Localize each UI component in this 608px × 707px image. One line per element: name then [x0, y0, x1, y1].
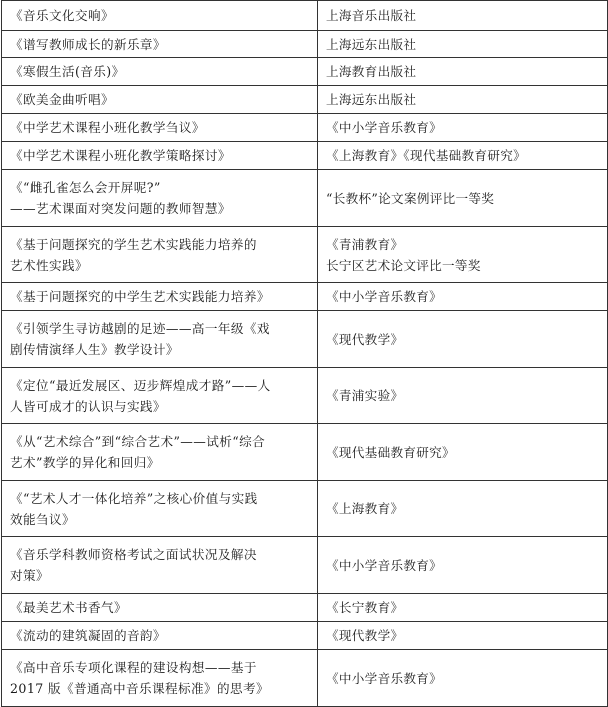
publication-text: 《中小学音乐教育》 [326, 557, 443, 573]
table-row [2, 537, 608, 594]
work-title-text: 2017 版《普通高中音乐课程标准》的思考》 [10, 681, 269, 696]
publication-text: 《青浦教育》 [326, 236, 404, 252]
work-title-text: 《基于问题探究的中学生艺术实践能力培养》 [10, 289, 270, 304]
work-title-cell [2, 86, 318, 114]
publication-text: 上海远东出版社 [326, 92, 417, 107]
work-title-text: 剧传情演绎人生》教学设计》 [10, 342, 179, 357]
work-title-text: 《中学艺术课程小班化教学策略探讨》 [10, 148, 231, 163]
publication-text: 上海音乐出版社 [326, 8, 417, 23]
publication-text: 上海教育出版社 [326, 64, 417, 79]
work-title-text: 《高中音乐专项化课程的建设构想——基于 [10, 660, 257, 675]
work-title-text: 《谱写教师成长的新乐章》 [10, 36, 166, 52]
publication-text: 《中小学音乐教育》 [326, 289, 443, 304]
publication-text: 上海远东出版社 [326, 36, 417, 52]
publication-cell [318, 368, 608, 424]
publication-cell [318, 170, 608, 227]
table-row [2, 227, 608, 283]
publication-text: 《现代教学》 [326, 628, 404, 643]
publication-cell [318, 227, 608, 283]
work-title-text: 《引领学生寻访越剧的足迹——高一年级《戏 [10, 321, 270, 336]
publication-cell [318, 31, 608, 58]
publication-cell [318, 283, 608, 311]
publication-text: 《中小学音乐教育》 [326, 120, 443, 135]
work-title-text: 艺术”教学的异化和回归》 [10, 455, 160, 470]
table-row [2, 368, 608, 424]
publication-text: 《现代基础教育研究》 [326, 444, 455, 460]
publication-cell [318, 114, 608, 142]
publication-text: “长教杯”论文案例评比一等奖 [326, 190, 495, 206]
work-title-cell [2, 170, 318, 227]
publication-cell [318, 1, 608, 31]
work-title-cell [2, 58, 318, 86]
work-title-text: 效能刍议》 [10, 511, 75, 527]
publication-cell [318, 86, 608, 114]
table-row [2, 142, 608, 170]
table-row [2, 650, 608, 707]
publication-cell [318, 311, 608, 368]
work-title-text: 《最美艺术书香气》 [10, 600, 127, 615]
publication-cell [318, 537, 608, 594]
table-row [2, 170, 608, 227]
table-row [2, 86, 608, 114]
publication-text: 《上海教育》 [326, 501, 404, 516]
work-title-text: 《欧美金曲听唱》 [10, 92, 114, 107]
publication-text: 《中小学音乐教育》 [326, 670, 443, 686]
work-title-cell [2, 481, 318, 537]
publication-text: 《上海教育》《现代基础教育研究》 [326, 148, 526, 163]
work-title-text: 《“艺术人才一体化培养”之核心价值与实践 [10, 490, 258, 506]
table-row [2, 1, 608, 31]
publications-table-body [2, 1, 608, 707]
work-title-text: 对策》 [10, 568, 49, 583]
work-title-cell [2, 424, 318, 481]
publication-cell [318, 594, 608, 622]
publication-text: 长宁区艺术论文评比一等奖 [326, 257, 481, 273]
work-title-cell [2, 537, 318, 594]
publications-table [1, 0, 608, 707]
publication-text: 《现代教学》 [326, 331, 404, 347]
work-title-text: ——艺术课面对突发问题的教师智慧》 [10, 201, 231, 216]
table-row [2, 594, 608, 622]
work-title-text: 人皆可成才的认识与实践》 [10, 398, 166, 414]
work-title-cell [2, 594, 318, 622]
work-title-text: 《从“艺术综合”到“综合艺术”——试析“综合 [10, 434, 266, 449]
table-row [2, 283, 608, 311]
work-title-cell [2, 1, 318, 31]
work-title-cell [2, 622, 318, 650]
table-row [2, 114, 608, 142]
work-title-text: 《音乐学科教师资格考试之面试状况及解决 [10, 547, 257, 562]
work-title-text: 《音乐文化交响》 [10, 8, 114, 23]
table-row [2, 622, 608, 650]
table-row [2, 31, 608, 58]
publication-cell [318, 622, 608, 650]
work-title-text: 《“雌孔雀怎么会开屏呢?” [10, 180, 161, 195]
publication-cell [318, 58, 608, 86]
table-row [2, 58, 608, 86]
work-title-cell [2, 114, 318, 142]
work-title-cell [2, 227, 318, 283]
publication-cell [318, 142, 608, 170]
publication-cell [318, 481, 608, 537]
work-title-cell [2, 31, 318, 58]
publication-text: 《青浦实验》 [326, 388, 404, 403]
work-title-cell [2, 311, 318, 368]
work-title-text: 《定位“最近发展区、迈步辉煌成才路”——人 [10, 377, 271, 393]
work-title-cell [2, 368, 318, 424]
work-title-cell [2, 283, 318, 311]
work-title-cell [2, 650, 318, 707]
table-row [2, 311, 608, 368]
publication-cell [318, 650, 608, 707]
publication-cell [318, 424, 608, 481]
work-title-cell [2, 142, 318, 170]
publication-text: 《长宁教育》 [326, 600, 404, 615]
table-row [2, 424, 608, 481]
table-row [2, 481, 608, 537]
work-title-text: 《基于问题探究的学生艺术实践能力培养的 [10, 236, 257, 252]
work-title-text: 《流动的建筑凝固的音韵》 [10, 628, 166, 643]
work-title-text: 《中学艺术课程小班化教学刍议》 [10, 120, 205, 135]
work-title-text: 《寒假生活(音乐)》 [10, 64, 125, 79]
work-title-text: 艺术性实践》 [10, 257, 88, 273]
